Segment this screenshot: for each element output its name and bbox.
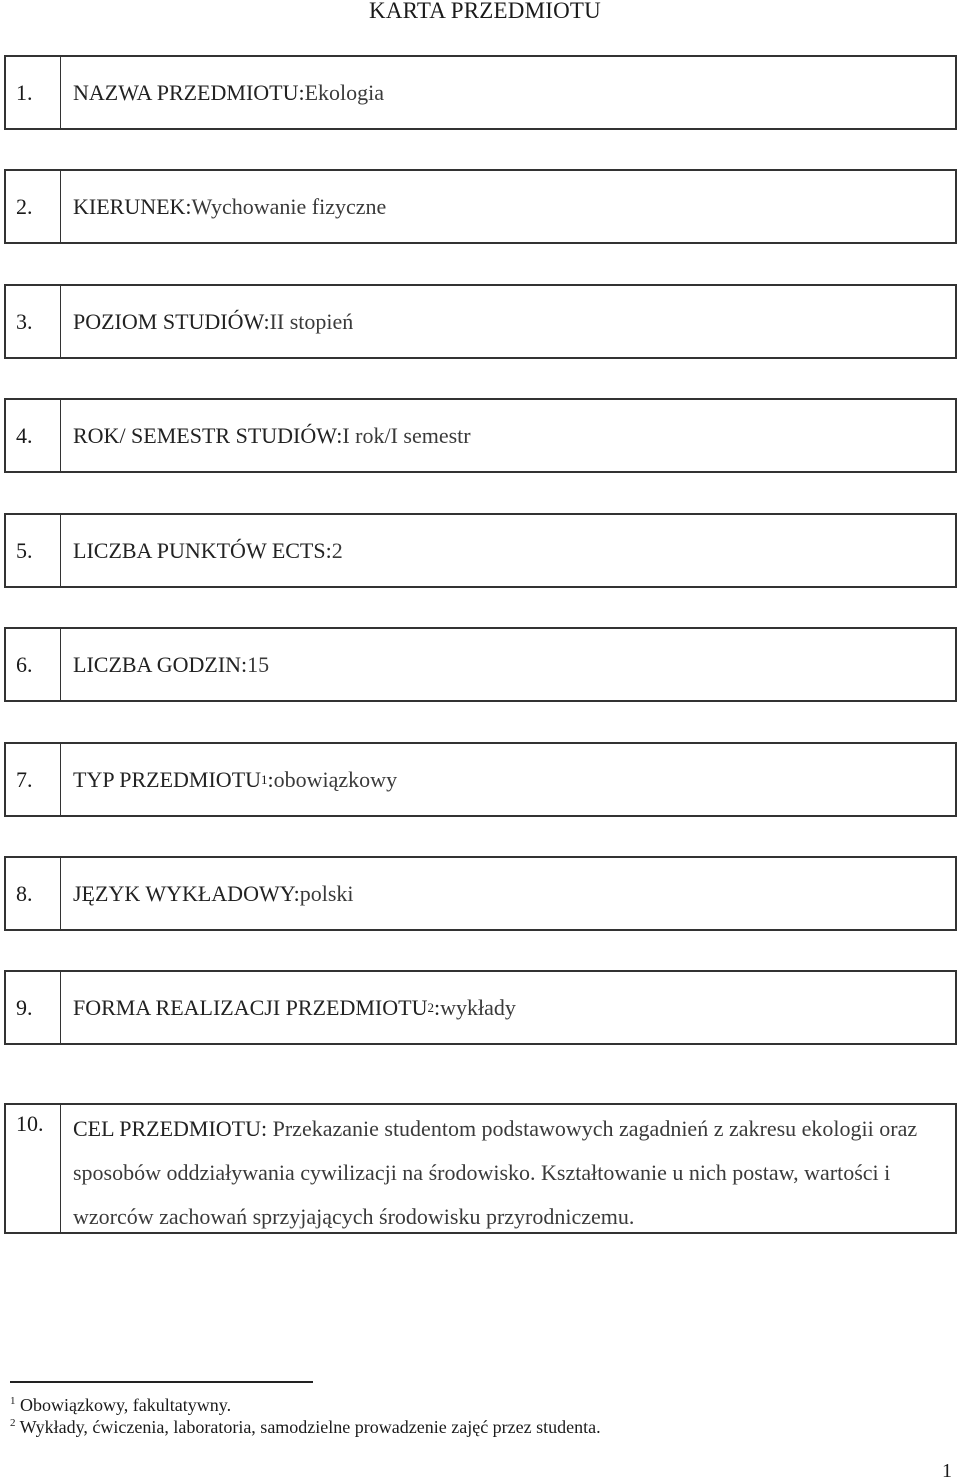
page-number: 1	[942, 1460, 952, 1482]
field-content: FORMA REALIZACJI PRZEDMIOTU 2 : wykłady	[73, 994, 516, 1020]
footnote-mark: 1	[10, 1395, 16, 1407]
field-number: 8.	[6, 858, 61, 929]
field-value: Wychowanie fizyczne	[191, 193, 387, 219]
field-value: obowiązkowy	[273, 766, 398, 792]
field-value: II stopień	[269, 308, 354, 334]
field-content	[61, 629, 955, 700]
field-cel-przedmiotu	[4, 1103, 957, 1234]
field-forma-realizacji	[4, 970, 957, 1045]
page-title: KARTA PRZEDMIOTU	[369, 0, 601, 23]
field-number: 5.	[6, 515, 61, 586]
field-label: LICZBA GODZIN:	[73, 651, 248, 677]
field-label: POZIOM STUDIÓW:	[73, 308, 270, 334]
field-label: LICZBA PUNKTÓW ECTS:	[73, 537, 332, 563]
footnote-text: Wykłady, ćwiczenia, laboratoria, samodzielne prowadzenie zajęć przez studenta.	[15, 1417, 601, 1437]
field-label-tail: :	[433, 994, 441, 1020]
field-label: ROK/ SEMESTR STUDIÓW:	[73, 422, 343, 448]
field-number: 6.	[6, 629, 61, 700]
field-jezyk-wykladowy	[4, 856, 957, 931]
field-content	[61, 858, 955, 929]
field-number: 9.	[6, 972, 61, 1043]
field-value: Ekologia	[304, 79, 385, 105]
field-value: 15	[247, 651, 270, 677]
field-label: FORMA REALIZACJI PRZEDMIOTU	[73, 994, 428, 1020]
field-rok-semestr	[4, 398, 957, 473]
field-label: KIERUNEK:	[73, 193, 192, 219]
field-number: 2.	[6, 171, 61, 242]
field-number: 4.	[6, 400, 61, 471]
field-number: 7.	[6, 744, 61, 815]
field-label-tail: :	[267, 766, 274, 792]
field-kierunek	[4, 169, 957, 244]
footnote-2	[10, 1416, 601, 1438]
field-liczba-godzin	[4, 627, 957, 702]
field-value: 2	[331, 537, 343, 563]
field-content	[61, 57, 955, 128]
field-value: wykłady	[440, 994, 516, 1020]
field-content	[61, 515, 955, 586]
field-number: 3.	[6, 286, 61, 357]
field-content: TYP PRZEDMIOTU 1 : obowiązkowy	[73, 766, 398, 792]
field-nazwa-przedmiotu	[4, 55, 957, 130]
footnote-1	[10, 1394, 231, 1416]
field-value: Przekazanie studentom podstawowych zagadnień z zakresu ekologii oraz sposobów oddziaływania cywilizacji na środowisko. Kształtowanie u nich postaw, wartości i wzorców zachowań sprzyjających środowisku przyrodniczemu.	[73, 1116, 918, 1229]
field-content	[61, 171, 955, 242]
field-label: CEL PRZEDMIOTU:	[73, 1116, 268, 1141]
field-content	[61, 1105, 955, 1232]
field-punkty-ects	[4, 513, 957, 588]
field-label: NAZWA PRZEDMIOTU:	[73, 79, 305, 105]
field-value: polski	[299, 880, 354, 906]
field-value: I rok/I semestr	[342, 422, 471, 448]
field-number: 1.	[6, 57, 61, 128]
field-content	[61, 286, 955, 357]
field-typ-przedmiotu	[4, 742, 957, 817]
field-label: JĘZYK WYKŁADOWY:	[73, 880, 300, 906]
field-label: TYP PRZEDMIOTU	[73, 766, 262, 792]
footnote-text: Obowiązkowy, fakultatywny.	[15, 1395, 232, 1415]
field-content	[61, 400, 955, 471]
footnote-mark: 2	[10, 1417, 16, 1429]
field-number: 10.	[6, 1105, 61, 1232]
footnote-separator	[10, 1381, 313, 1383]
field-poziom-studiow	[4, 284, 957, 359]
